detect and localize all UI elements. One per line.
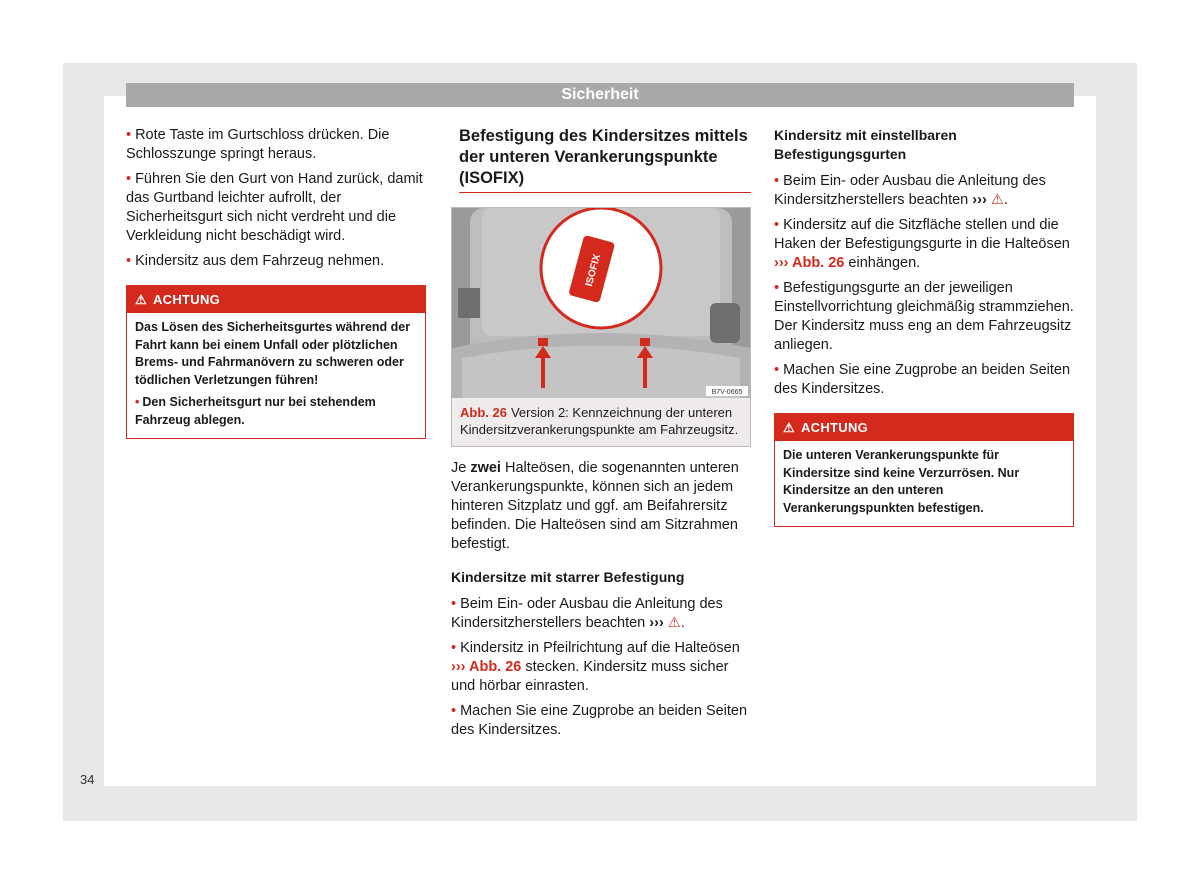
warning-icon: ⚠ (135, 292, 147, 307)
warning-header: ⚠ ACHTUNG (775, 414, 1073, 441)
warning-icon: ⚠ (990, 192, 1004, 208)
list-item: • Beim Ein- oder Ausbau die Anleitung des Kindersitzherstellers beachten ››› ⚠. (774, 173, 1046, 208)
warning-box (126, 285, 426, 439)
list-item: • Beim Ein- oder Ausbau die Anleitung des Kindersitzherstellers beachten ››› ⚠. (451, 596, 723, 631)
warning-icon: ⚠ (667, 615, 681, 631)
figure-reference-link[interactable]: ››› Abb. 26 (451, 659, 522, 675)
list-item: • Kindersitz auf die Sitzfläche stellen und die Haken der Befestigungsgurte in die Halteösen ››› Abb. 26 einhängen. (774, 217, 1070, 271)
warning-header: ⚠ ACHTUNG (127, 286, 425, 313)
figure-reference-link[interactable]: ››› Abb. 26 (774, 255, 845, 271)
list-item: • Machen Sie eine Zugprobe an beiden Seiten des Kindersitzes. (774, 362, 1071, 397)
list-item: • Kindersitz in Pfeilrichtung auf die Halteösen ››› Abb. 26 stecken. Kindersitz muss sicher und hörbar einrasten. (451, 640, 740, 694)
warning-body: Das Lösen des Sicherheitsgurtes während der Fahrt kann bei einem Unfall oder plötzlichen Brems- und Fahrmanövern zu schweren oder tödlichen Verletzungen führen! • Den Sicherheitsgurt nur bei stehendem Fahrzeug ablegen. (135, 320, 411, 427)
list-item: • Führen Sie den Gurt von Hand zurück, damit das Gurtband leichter aufrollt, der Sicherheitsgurt sich nicht verdreht und die Verkleidung nicht beschädigt wird. (126, 171, 423, 244)
column-left (126, 126, 426, 439)
column-right (774, 126, 1074, 527)
paragraph: Je zwei Halteösen, die sogenannten unteren Verankerungspunkte, können sich an jedem hinteren Sitzplatz und ggf. am Beifahrersitz befinden. Die Halteösen sind am Sitzrahmen befestigt. (451, 460, 739, 552)
warning-icon: ⚠ (783, 420, 795, 435)
figure-code: B7V-0665 (711, 389, 743, 396)
warning-box (774, 413, 1074, 527)
list-item: • Befestigungsgurte an der jeweiligen Einstellvorrichtung gleichmäßig strammziehen. Der Kindersitz muss eng an dem Fahrzeugsitz anliegen. (774, 280, 1074, 353)
column-middle (451, 126, 751, 746)
figure-image (452, 208, 750, 398)
page-number: 34 (80, 772, 95, 787)
list-item: • Rote Taste im Gurtschloss drücken. Die Schlosszunge springt heraus. (126, 127, 390, 162)
section-header: Sicherheit (126, 83, 1074, 107)
figure-caption: Abb. 26 Version 2: Kennzeichnung der unteren Kindersitzverankerungspunkte am Fahrzeugsitz. (460, 405, 739, 437)
section-title: Befestigung des Kindersitzes mittels der unteren Verankerungspunkte (ISOFIX) (459, 126, 751, 193)
list-item: • Kindersitz aus dem Fahrzeug nehmen. (126, 253, 385, 269)
subheading: Kindersitz mit einstellbaren Befestigungsgurten (774, 127, 957, 162)
warning-body: Die unteren Verankerungspunkte für Kindersitze sind keine Verzurrösen. Nur Kindersitze an den unteren Verankerungspunkten befestigen. (783, 448, 1020, 515)
subheading: Kindersitze mit starrer Befestigung (451, 569, 685, 585)
list-item: • Machen Sie eine Zugprobe an beiden Seiten des Kindersitzes. (451, 703, 748, 738)
isofix-tag: ISOFIX (583, 253, 604, 288)
figure (451, 207, 751, 447)
